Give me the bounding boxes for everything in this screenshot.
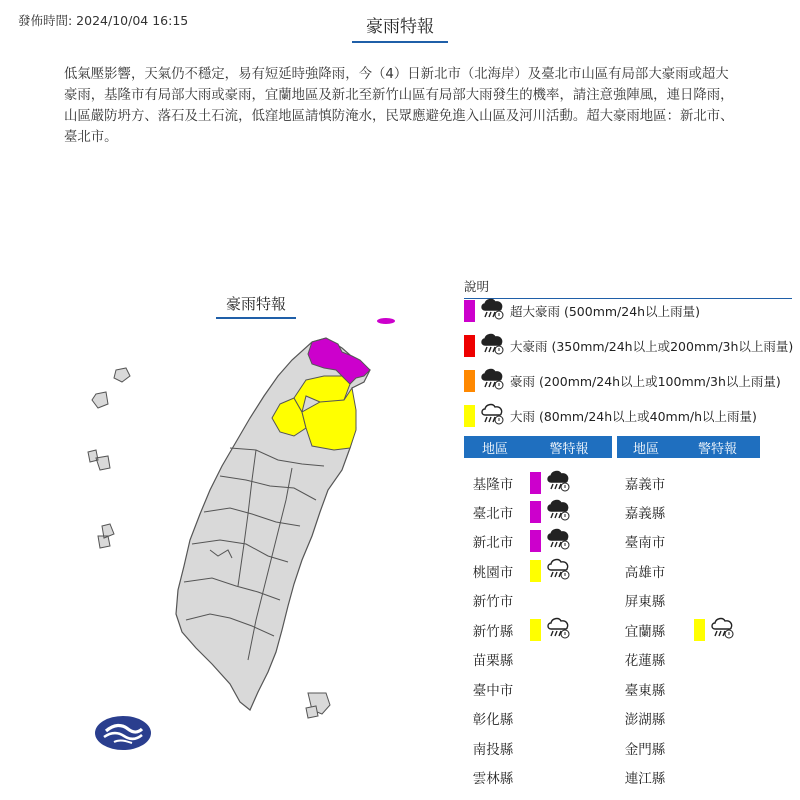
header-region: 地區 (632, 441, 659, 457)
region-name: 臺南市 (624, 535, 666, 551)
heavy-rain-cloud-icon (545, 469, 571, 497)
region-row (458, 501, 571, 523)
legend-swatch (464, 300, 475, 322)
region-row (610, 589, 694, 611)
rain-cloud-icon (545, 616, 571, 644)
region-row (458, 766, 530, 788)
region-name: 雲林縣 (472, 771, 514, 787)
region-row (610, 707, 694, 729)
region-name: 澎湖縣 (624, 712, 666, 728)
region-row (610, 619, 735, 641)
region-name: 臺北市 (472, 506, 514, 522)
region-name: 連江縣 (624, 771, 666, 787)
region-name: 新竹市 (472, 594, 514, 610)
region-name: 彰化縣 (472, 712, 514, 728)
heavy-rain-cloud-icon (479, 367, 505, 395)
region-row (458, 560, 571, 582)
table-header-right (617, 436, 760, 458)
header-warning: 警特報 (549, 441, 589, 457)
region-name: 苗栗縣 (472, 653, 514, 669)
rain-cloud-icon (479, 402, 505, 430)
header-warning: 警特報 (697, 441, 737, 457)
taiwan-warning-map (80, 300, 400, 720)
warning-swatch (530, 530, 541, 552)
region-row (458, 707, 530, 729)
region-row (458, 589, 530, 611)
heavy-rain-cloud-icon (545, 498, 571, 526)
region-name: 桃園市 (472, 565, 514, 581)
region-name: 宜蘭縣 (624, 624, 666, 640)
legend-title: 說明 (464, 277, 792, 299)
heavy-rain-cloud-icon (545, 527, 571, 555)
legend-item-heavy (464, 403, 757, 429)
publish-time: 發佈時間: 2024/10/04 16:15 (18, 13, 189, 28)
page-title: 豪雨特報 (352, 12, 448, 43)
warning-swatch (530, 619, 541, 641)
warning-indicator (530, 616, 571, 644)
region-name: 南投縣 (472, 742, 514, 758)
region-name: 花蓮縣 (624, 653, 666, 669)
warning-swatch (530, 501, 541, 523)
header-region: 地區 (481, 441, 508, 457)
heavy-rain-cloud-icon (479, 332, 505, 360)
region-row (458, 678, 530, 700)
legend-swatch (464, 405, 475, 427)
region-row (610, 737, 694, 759)
legend-item-super-heavy (464, 298, 700, 324)
warning-indicator (694, 616, 735, 644)
region-name: 嘉義縣 (624, 506, 666, 522)
region-row (458, 619, 571, 641)
region-name: 金門縣 (624, 742, 666, 758)
heavy-rain-cloud-icon (479, 297, 505, 325)
orchid-island (306, 706, 318, 718)
region-name: 基隆市 (472, 477, 514, 493)
region-name: 嘉義市 (624, 477, 666, 493)
rain-cloud-icon (709, 616, 735, 644)
warning-swatch (530, 472, 541, 494)
legend-label: 超大豪雨 (500mm/24h以上雨量) (510, 304, 700, 319)
region-row (610, 560, 694, 582)
region-row (610, 678, 694, 700)
region-row (610, 530, 694, 552)
legend-item-torrential (464, 368, 781, 394)
legend-swatch (464, 335, 475, 357)
warning-description: 低氣壓影響，天氣仍不穩定，易有短延時強降雨，今（4）日新北市（北海岸）及臺北市山區有局部大豪雨或超大豪雨，基隆市有局部大雨或豪雨，宜蘭地區及新北至新竹山區有局部大雨發生的機率，請注意強陣風，連日降雨，山區嚴防坍方、落石及土石流，低窪地區請慎防淹水，民眾應避免進入山區及河川活動。超大豪雨地區：新北市、臺北市。 (64, 67, 734, 145)
region-row (610, 472, 694, 494)
warning-indicator (530, 557, 571, 585)
cwa-logo (94, 715, 152, 751)
region-name: 新竹縣 (472, 624, 514, 640)
region-name: 臺中市 (472, 683, 514, 699)
region-name: 屏東縣 (624, 594, 666, 610)
warning-indicator (530, 498, 571, 526)
warning-indicator (530, 469, 571, 497)
region-row (458, 648, 530, 670)
warning-swatch (694, 619, 705, 641)
penghu-islands (88, 368, 130, 548)
rain-cloud-icon (545, 557, 571, 585)
region-row (458, 472, 571, 494)
region-row (458, 737, 530, 759)
pengjia-islet (377, 318, 395, 324)
region-name: 臺東縣 (624, 683, 666, 699)
region-name: 新北市 (472, 535, 514, 551)
region-row (610, 648, 694, 670)
legend-label: 大豪雨 (350mm/24h以上或200mm/3h以上雨量) (510, 339, 794, 354)
legend-swatch (464, 370, 475, 392)
region-row (458, 530, 571, 552)
warning-indicator (530, 527, 571, 555)
legend-label: 大雨 (80mm/24h以上或40mm/h以上雨量) (510, 409, 757, 424)
legend-label: 豪雨 (200mm/24h以上或100mm/3h以上雨量) (510, 374, 781, 389)
table-header-left (464, 436, 612, 458)
warning-swatch (530, 560, 541, 582)
region-row (610, 501, 694, 523)
region-name: 高雄市 (624, 565, 666, 581)
region-row (610, 766, 694, 788)
legend-item-extra-heavy (464, 333, 793, 359)
map-title: 豪雨特報 (216, 293, 296, 319)
